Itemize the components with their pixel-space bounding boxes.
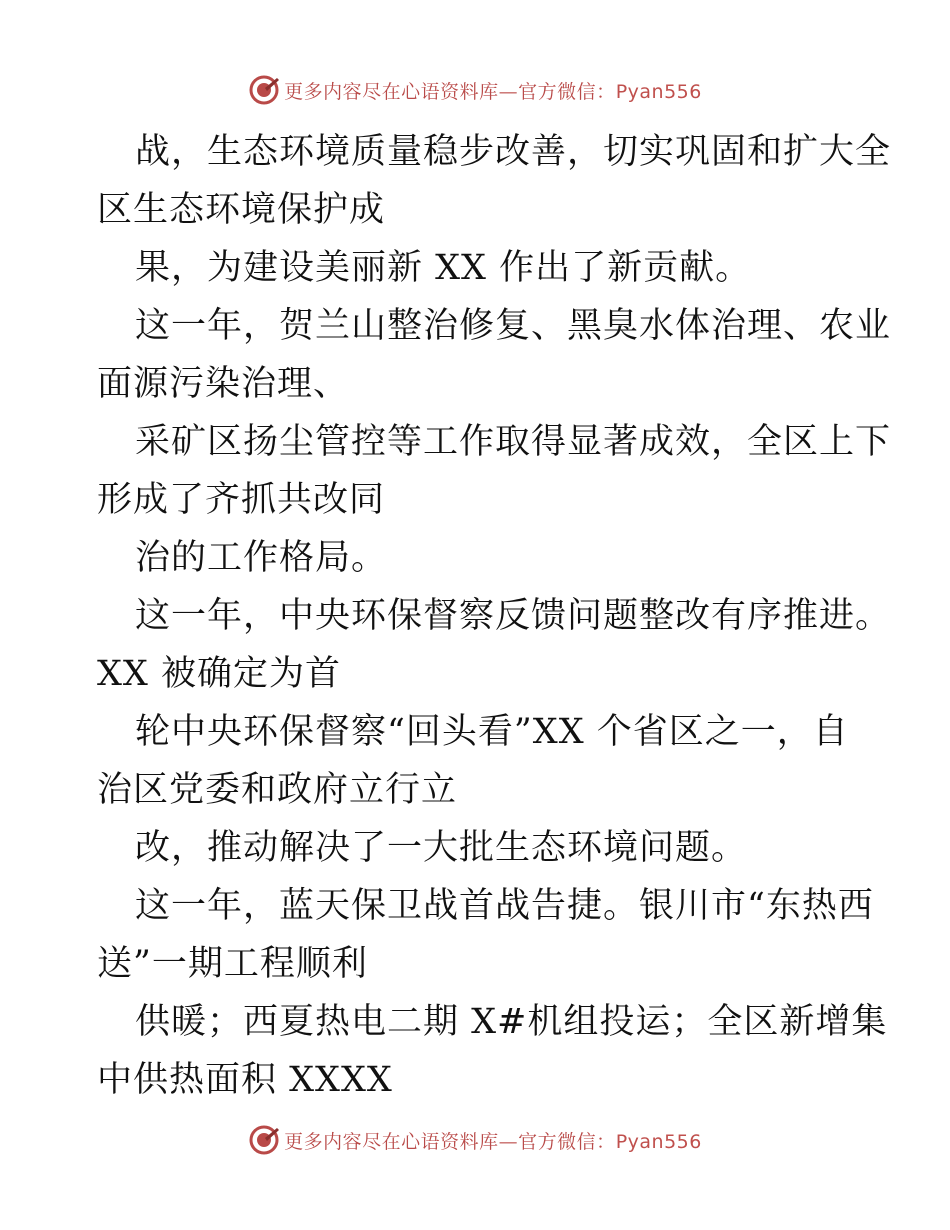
watermark-separator: — xyxy=(498,80,519,103)
body-line: 战，生态环境质量稳步改善，切实巩固和扩大全 xyxy=(135,132,892,172)
body-line: 形成了齐抓共改同 xyxy=(97,480,386,520)
body-line: 供暖；西夏热电二期 X#机组投运；全区新增集 xyxy=(135,1002,888,1042)
body-line: 中供热面积 XXXX xyxy=(97,1060,393,1100)
footer-watermark xyxy=(0,1122,950,1158)
body-line: 送”一期工程顺利 xyxy=(97,944,368,984)
watermark-separator: — xyxy=(498,1130,519,1153)
body-line: 区生态环境保护成 xyxy=(97,190,386,230)
body-line: 这一年，蓝天保卫战首战告捷。银川市“东热西 xyxy=(135,886,874,926)
red-pen-circle-logo-icon xyxy=(248,1124,280,1156)
body-line: 果，为建设美丽新 XX 作出了新贡献。 xyxy=(135,248,752,288)
watermark-id: Pyan556 xyxy=(615,1130,702,1153)
body-line: 这一年，贺兰山整治修复、黑臭水体治理、农业 xyxy=(135,306,892,346)
body-line: 治的工作格局。 xyxy=(135,538,388,578)
watermark-id: Pyan556 xyxy=(615,80,702,103)
body-line: 采矿区扬尘管控等工作取得显著成效，全区上下 xyxy=(135,422,892,462)
red-pen-circle-logo-icon xyxy=(248,74,280,106)
watermark-suffix: 官方微信： xyxy=(518,1130,616,1153)
watermark-text: 更多内容尽在心语资料库 xyxy=(284,80,499,103)
body-line: 面源污染治理、 xyxy=(97,364,350,404)
body-line: 治区党委和政府立行立 xyxy=(97,770,458,810)
header-watermark xyxy=(0,72,950,108)
watermark-text: 更多内容尽在心语资料库 xyxy=(284,1130,499,1153)
body-line: 轮中央环保督察“回头看”XX 个省区之一，自 xyxy=(135,712,849,752)
watermark-suffix: 官方微信： xyxy=(518,80,616,103)
body-line: 这一年，中央环保督察反馈问题整改有序推进。 xyxy=(135,596,892,636)
body-line: XX 被确定为首 xyxy=(97,654,341,694)
body-line: 改，推动解决了一大批生态环境问题。 xyxy=(135,828,748,868)
document-body xyxy=(97,123,892,1109)
